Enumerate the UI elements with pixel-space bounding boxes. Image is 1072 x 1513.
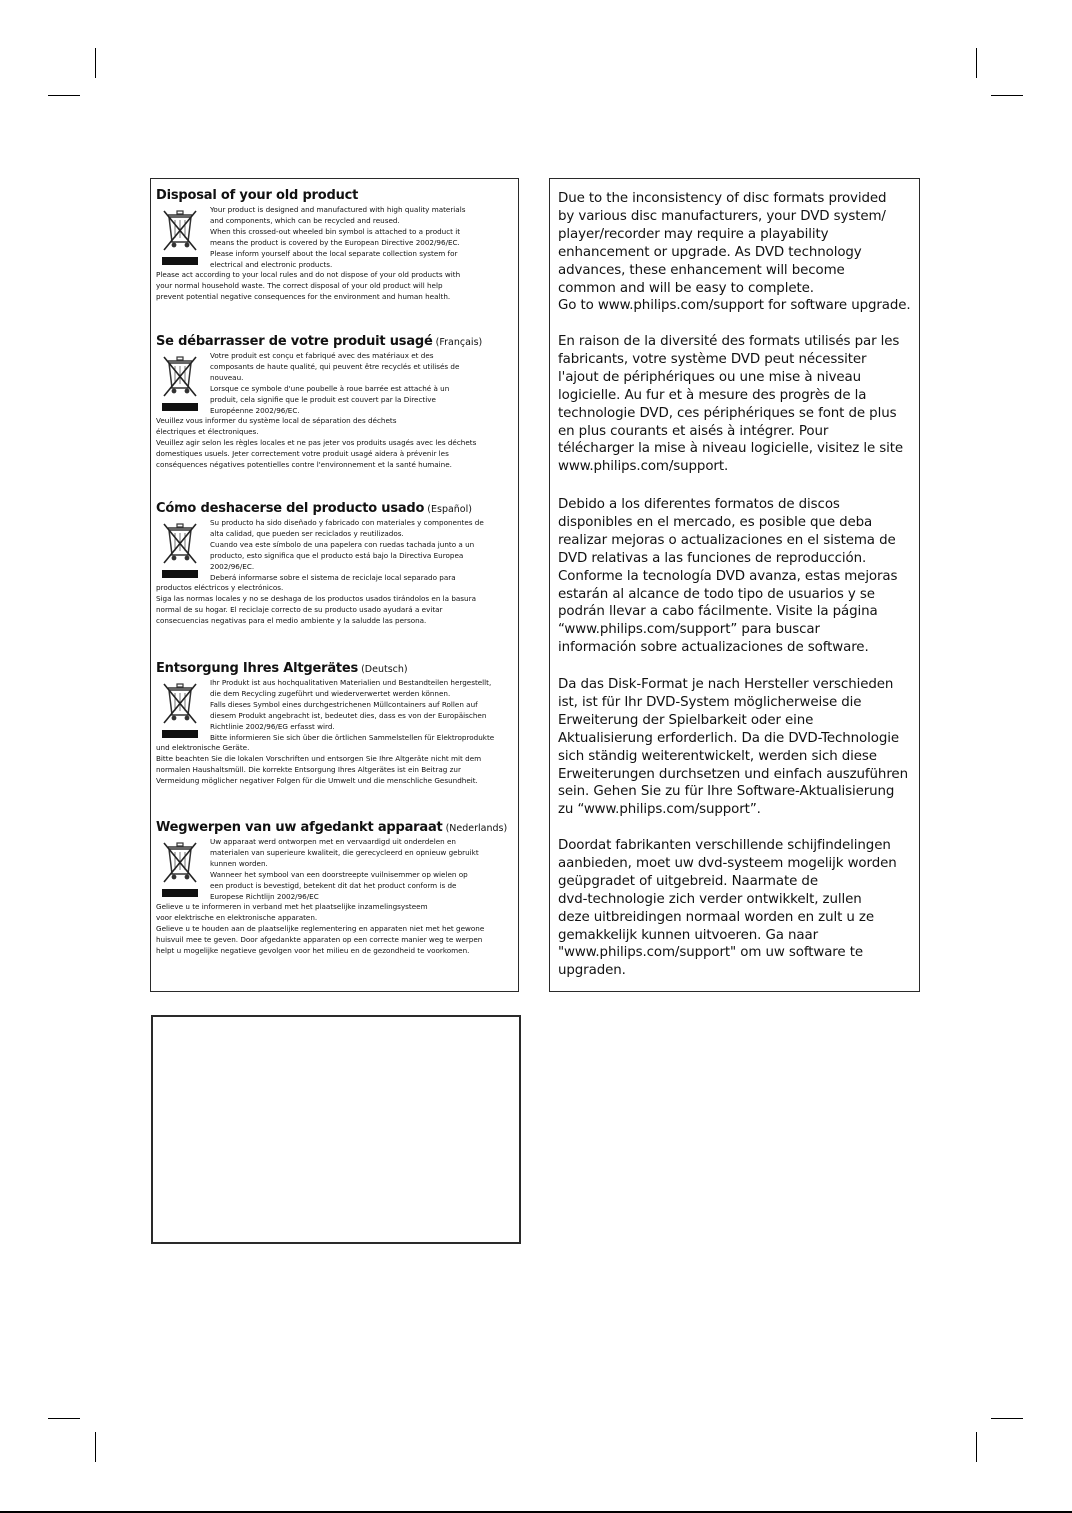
upgrade-paragraph-french: En raison de la diversité des formats utilisés par les fabricants, votre système DVD peut nécessiter l'ajout de périphériques ou une mise à niveau logicielle. Au fur et à mesure des progrès de la technologie DVD, ces périphériques se font de plus en plus courants et aisés à intégrer. Pour télécharger la mise à niveau logicielle, visitez le site www.philips.com/support. — [558, 334, 904, 475]
crop-mark — [95, 48, 96, 78]
section-main-text: Su producto ha sido diseñado y fabricado con materiales y componentes de alta calidad, que pueden ser reciclados y reutilizados. Cuando vea este símbolo de una papelera con ruedas tachada junto a un producto, esto significa que el producto está bajo la Directiva Europea 2002/96/EC. Deberá informarse sobre el sistema de reciclaje local separado para productos eléctricos y electrónicos. — [156, 518, 484, 593]
section-footer-text: Veuillez agir selon les règles locales et ne pas jeter vos produits usagés avec les déchets domestiques usuels. Jeter correctement votre produit usagé aidera à prévenir les conséquences négatives potentielles contre l'environnement et la santé humaine. — [156, 438, 477, 470]
section-language: (Español) — [427, 504, 472, 515]
section-title: Se débarrasser de votre produit usagé (Français) — [156, 334, 483, 349]
crossed-out-wheeled-bin-icon — [158, 352, 202, 414]
disposal-section-spanish — [156, 501, 513, 627]
section-footer-text: Gelieve u te houden aan de plaatselijke reglementering en apparaten niet met het gewone huisvuil mee te geven. Door afgedankte apparaten op een correcte manier weg te werpen helpt u mogelijke negatieve gevolgen voor het milieu en de gezondheid te voorkomen. — [156, 924, 485, 956]
section-language: (Français) — [435, 337, 483, 348]
section-title: Entsorgung Ihres Altgerätes (Deutsch) — [156, 661, 408, 676]
disposal-section-english — [156, 188, 513, 303]
crop-mark — [48, 1418, 80, 1419]
section-footer-text: Bitte beachten Sie die lokalen Vorschriften und entsorgen Sie Ihre Altgeräte nicht mit dem normalen Haushaltsmüll. Die korrekte Entsorgung Ihres Altgerätes ist ein Beitrag zur Vermeidung möglicher negativer Folgen für die Umwelt und die menschliche Gesundheit. — [156, 754, 482, 786]
upgrade-paragraph-spanish: Debido a los diferentes formatos de discos disponibles en el mercado, es posible que deba realizar mejoras o actualizaciones en el sistema de DVD relativas a las funciones de reproducción. Conforme la tecnología DVD avanza, estas mejoras estarán al alcance de todo tipo de usuarios y se podrán llevar a cabo fácilmente. Visite la página “www.philips.com/support” para buscar información sobre actualizaciones de software. — [558, 497, 898, 656]
section-footer-text: Please act according to your local rules and do not dispose of your old products with your normal household waste. The correct disposal of your old product will help prevent potential negative consequences for the environment and human health. — [156, 270, 461, 302]
section-language: (Deutsch) — [361, 664, 408, 675]
disposal-section-dutch — [156, 820, 513, 957]
upgrade-paragraph-german: Da das Disk-Format je nach Hersteller verschieden ist, ist für Ihr DVD-System möglicherweise die Erweiterung der Spielbarkeit oder eine Aktualisierung erforderlich. Da die DVD-Technologie sich ständig weiterentwickelt, werden sich diese Erweiterungen durchsetzen und einfach auszuführen sein. Gehen Sie zu für Ihre Software-Aktualisierung zu “www.philips.com/support”. — [558, 677, 908, 818]
section-title: Cómo deshacerse del producto usado (Español) — [156, 501, 472, 516]
section-main-text: Your product is designed and manufactured with high quality materials and components, which can be recycled and reused. When this crossed-out wheeled bin symbol is attached to a product it means the product is covered by the European Directive 2002/96/EC. Please inform yourself about the local separate collection system for electrical and electronic products. — [210, 205, 466, 269]
crossed-out-wheeled-bin-icon — [158, 206, 202, 268]
crop-mark — [48, 95, 80, 96]
disposal-notice-box — [150, 178, 519, 992]
section-footer-text: Siga las normas locales y no se deshaga de los productos usados tirándolos en la basura normal de su hogar. El reciclaje correcto de su producto usado ayudará a evitar consecuencias negativas para el medio ambiente y la saludde las persona. — [156, 594, 476, 626]
crop-mark — [95, 1432, 96, 1462]
section-main-text: Ihr Produkt ist aus hochqualitativen Materialien und Bestandteilen hergestellt, die dem Recycling zugeführt und wiederverwertet werden können. Falls dieses Symbol eines durchgestrichenen Müllcontainers auf Rollen auf diesem Produkt angebracht ist, bedeutet dies, dass es von der Europäischen Richtlinie 2002/96/EG erfasst wird. Bitte informieren Sie sich über die örtlichen Sammelstellen für Elektroprodukte und elektronische Geräte. — [156, 678, 495, 753]
section-main-text: Votre produit est conçu et fabriqué avec des matériaux et des composants de haute qualité, qui peuvent être recyclés et utilisés de nouveau. Lorsque ce symbole d'une poubelle à roue barrée est attaché à un produit, cela signifie que le produit est couvert par la Directive Européenne 2002/96/EC. Veuillez vous informer du système local de séparation des déchets électriques et électroniques. — [156, 351, 460, 437]
crop-mark — [991, 95, 1023, 96]
upgrade-paragraph-english: Due to the inconsistency of disc formats provided by various disc manufacturers, your DVD system/ player/recorder may require a playability enhancement or upgrade. As DVD technology advances, these enhancement will become common and will be easy to complete. Go to www.philips.com/support for software upgrade. — [558, 191, 911, 314]
crossed-out-wheeled-bin-icon — [158, 519, 202, 581]
blank-notice-box — [151, 1015, 521, 1244]
software-upgrade-box — [549, 178, 920, 992]
crossed-out-wheeled-bin-icon — [158, 679, 202, 741]
section-title: Disposal of your old product — [156, 188, 359, 203]
crop-mark — [991, 1418, 1023, 1419]
disposal-section-french — [156, 334, 513, 471]
section-title: Wegwerpen van uw afgedankt apparaat (Nederlands) — [156, 820, 508, 835]
section-main-text: Uw apparaat werd ontworpen met en vervaardigd uit onderdelen en materialen van superieure kwaliteit, die gerecycleerd en opnieuw gebruikt kunnen worden. Wanneer het symbool van een doorstreepte vuilnisemmer op wielen op een product is bevestigd, betekent dit dat het product conform is de Europese Richtlijn 2002/96/EC Gelieve u te informeren in verband met het plaatselijke inzamelingsysteem voor elektrische en elektronische apparaten. — [156, 837, 479, 923]
crop-mark — [976, 1432, 977, 1462]
crop-mark — [976, 48, 977, 78]
crossed-out-wheeled-bin-icon — [158, 838, 202, 900]
disposal-section-german — [156, 661, 513, 787]
section-language: (Nederlands) — [445, 823, 508, 834]
upgrade-paragraph-dutch: Doordat fabrikanten verschillende schijfindelingen aanbieden, moet uw dvd-systeem mogelijk worden geüpgradet of uitgebreid. Naarmate de dvd-technologie zich verder ontwikkelt, zullen deze uitbreidingen normaal worden en zult u ze gemakkelijk kunnen uitvoeren. Ga naar "www.philips.com/support" om uw software te upgraden. — [558, 838, 897, 979]
